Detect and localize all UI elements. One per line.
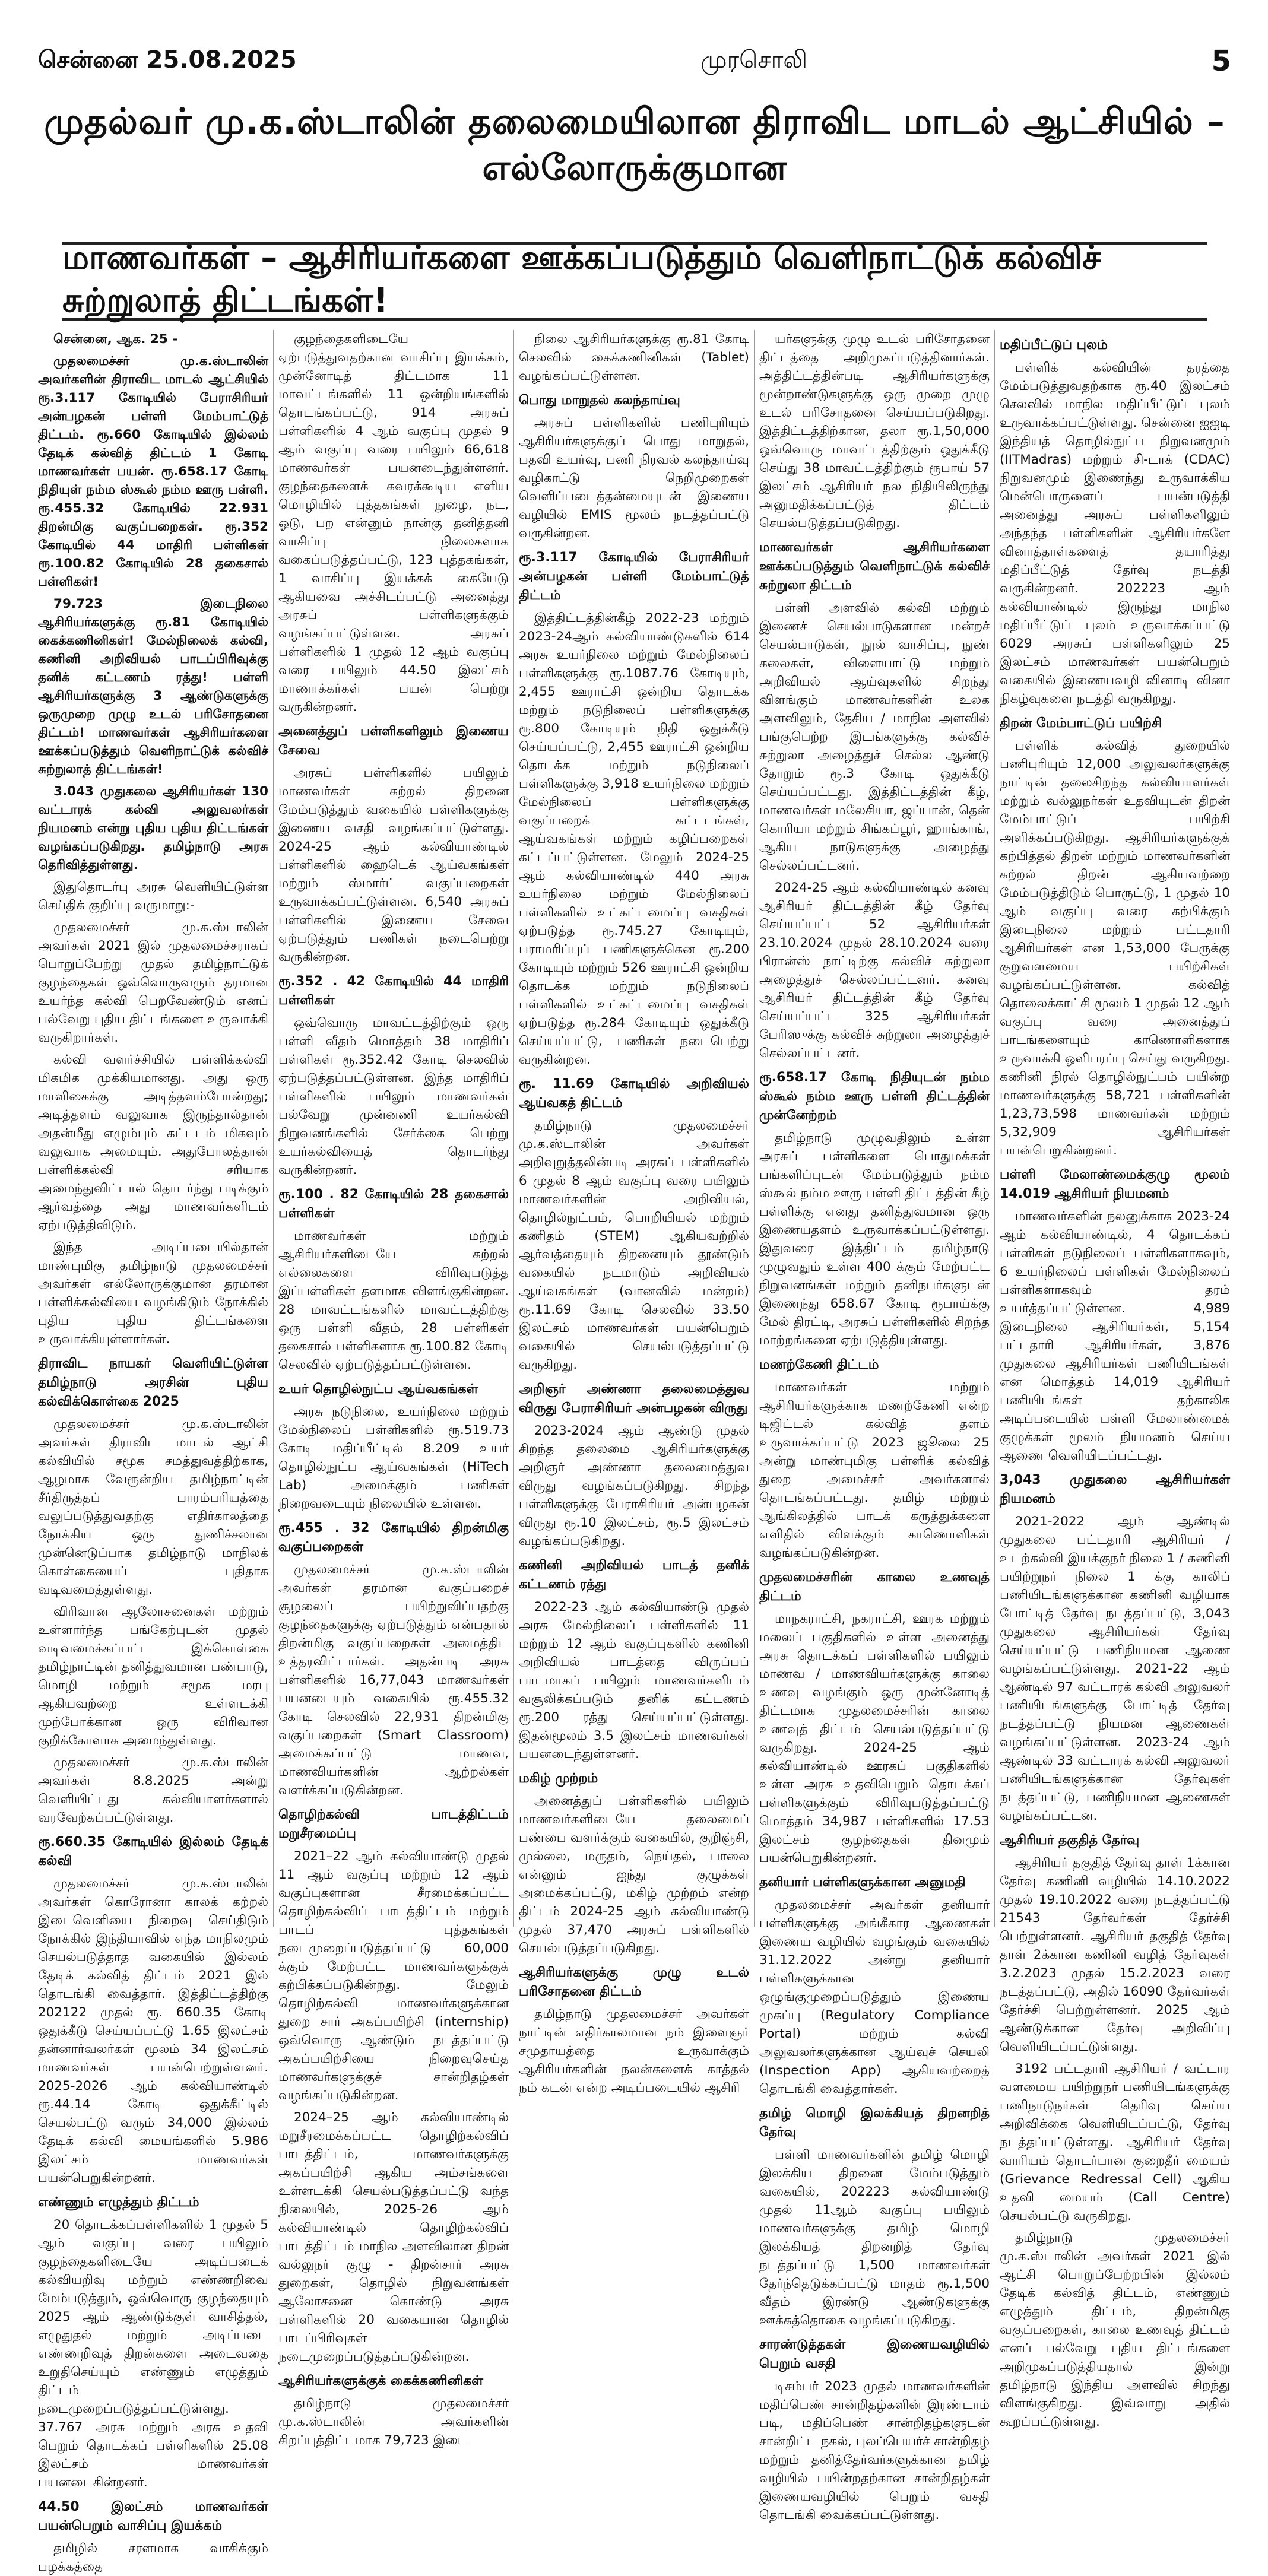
- section-heading: கணினி அறிவியல் பாடத் தனிக் கட்டணம் ரத்து: [519, 1558, 749, 1592]
- article-paragraph: இந்த அடிப்படையில்தான் மாண்புமிகு தமிழ்நாடு முதலமைச்சர் அவர்கள் எல்லோருக்குமான தரமான பள்ளிக்கல்வியை வழங்கிடும் நோக்கில் புதிய புதிய திட்டங்களை உருவாக்கியுள்ளார்கள்.: [38, 1240, 268, 1347]
- section-heading: மதிப்பீட்டுப் புலம்: [1000, 338, 1108, 353]
- section-heading: அறிஞர் அண்ணா தலைமைத்துவ விருது பேராசிரியர் அன்பழகன் விருது: [519, 1382, 749, 1416]
- section-heading: முதலமைச்சரின் காலை உணவுத் திட்டம்: [759, 1570, 990, 1604]
- section-heading: ஆசிரியர்களுக்கு முழு உடல் பரிசோதனை திட்டம்: [519, 1965, 749, 1999]
- article-paragraph: 2023-2024 ஆம் ஆண்டு முதல் சிறந்த தலைமை ஆசிரியர்களுக்கு அறிஞர் அண்ணா தலைமைத்துவ விருது வழங்கப்படுகிறது. சிறந்த பள்ளிகளுக்கு பேராசிரியர் அன்பழகன் விருது ரூ.10 இலட்சம், ரூ.5 இலட்சம் வழங்கப்படுகிறது.: [519, 1423, 749, 1549]
- article-paragraph: மாணவர்களின் நலனுக்காக 2023-24 ஆம் கல்வியாண்டில், 4 தொடக்கப் பள்ளிகள் நடுநிலைப் பள்ளிகளாகவும், 6 உயர்நிலைப் பள்ளிகள் மேல்நிலைப் பள்ளிகளாகவும் தரம் உயர்த்தப்பட்டுள்ளன. 4,989 இடைநிலை ஆசிரியர்கள், 5,154 பட்டதாரி ஆசிரியர்கள், 3,876 முதுகலை ஆசிரியர்கள் பணியிடங்கள் என மொத்தம் 14,019 ஆசிரியர் பணியிடங்கள் தற்காலிக அடிப்படையில் பள்ளி மேலாண்மைக் குழுக்கள் மூலம் நியமனம் செய்ய ஆணை வெளியிடப்பட்டது.: [1000, 1209, 1230, 1463]
- section-heading: ரூ.660.35 கோடியில் இல்லம் தேடிக் கல்வி: [38, 1835, 268, 1868]
- article-paragraph: குழந்தைகளிடையே ஏற்படுத்துவதற்கான வாசிப்பு இயக்கம், முன்னோடித் திட்டமாக 11 மாவட்டங்களில் 11 ஒன்றியங்களில் தொடங்கப்பட்டு, 914 அரசுப் பள்ளிகளில் 4 ஆம் வகுப்பு முதல் 9 ஆம் வகுப்பு வரை பயிலும் 66,618 மாணவர்கள் பயனடைந்துள்ளனர். குழந்தைகளைக் கவரக்கூடிய எளிய மொழியில் புத்தகங்கள் நுழை, நட, ஓடு, பற என்னும் நான்கு தனித்தனி வாசிப்பு நிலைகளாக வகைப்படுத்தப்பட்டு, 123 புத்தகங்கள், 1 வாசிப்பு இயக்கக் கையேடு ஆகியவை அச்சிடப்பட்டு அனைத்து அரசுப் பள்ளிகளுக்கும் வழங்கப்பட்டுள்ளன. அரசுப் பள்ளிகளில் 1 முதல் 12 ஆம் வகுப்பு வரை பயிலும் 44.50 இலட்சம் மாணாக்கர்கள் பயன் பெற்று வருகின்றனர்.: [278, 332, 509, 715]
- section-heading: சாரண்டுத்தகள் இணையவழியில் பெறும் வசதி: [759, 2337, 990, 2371]
- article-paragraph: தமிழ்நாடு முதலமைச்சர் அவர்கள் நாட்டின் எதிர்காலமான நம் இளைஞர் சமுதாயத்தை உருவாக்கும் ஆசிரியர்களின் நலன்களைக் காத்தல் நம் கடன் என்ற அடிப்படையில் ஆசிரி: [519, 2007, 749, 2095]
- article-paragraph: பள்ளி அளவில் கல்வி மற்றும் இணைச் செயல்பாடுகளான மன்றச் செயல்பாடுகள், நூல் வாசிப்பு, நுண் கலைகள், விளையாட்டு மற்றும் அறிவியல் ஆய்வுகளில் சிறந்து விளங்கும் மாணவர்களின் உலக அளவிலும், தேசிய / மாநில அளவில் பங்குபெற்ற இடங்களுக்கு கல்விச் சுற்றுலா அழைத்துச் செல்ல ஆண்டு தோறும் ரூ.3 கோடி ஒதுக்கீடு செய்யப்பட்டது. இத்திட்டத்தின் கீழ், மாணவர்கள் மலேசியா, ஜப்பான், தென் கொரியா மற்றும் சிங்கப்பூர், ஹாங்காங், ஆகிய நாடுகளுக்கு அழைத்து செல்லப்பட்டனர்.: [759, 601, 990, 873]
- section-heading: மணற்கேணி திட்டம்: [759, 1357, 879, 1372]
- article-paragraph: அனைத்துப் பள்ளிகளில் பயிலும் மாணவர்களிடையே தலைமைப் பண்பை வளர்க்கும் வகையில், குறிஞ்சி, முல்லை, மருதம், நெய்தல், பாலை என்னும் ஐந்து குழுக்கள் அமைக்கப்பட்டு, மகிழ் முற்றம் என்ற திட்டம் 2024-25 ஆம் கல்வியாண்டு முதல் 37,470 அரசுப் பள்ளிகளில் செயல்படுத்தப்படுகிறது.: [519, 1794, 749, 1956]
- article-column-2: [278, 330, 509, 2448]
- article-paragraph: 2024-25 ஆம் கல்வியாண்டில் கனவு ஆசிரியர் திட்டத்தின் கீழ் தேர்வு செய்யப்பட்ட 52 ஆசிரியர்கள் 23.10.2024 முதல் 28.10.2024 வரை பிரான்ஸ் நாட்டிற்கு கல்விச் சுற்றுலா அழைத்துச் செல்லப்பட்டனர். கனவு ஆசிரியர் திட்டத்தின் கீழ் தேர்வு செய்யப்பட்ட 325 ஆசிரியர்கள் பேரிஸுக்கு கல்விச் சுற்றுலா அழைத்துச் செல்லப்பட்டனர்.: [759, 880, 990, 1061]
- article-paragraph: தமிழ்நாடு முதலமைச்சர் மு.க.ஸ்டாலின் அவர்களின் சிறப்புத்திட்டமாக 79,723 இடை: [278, 2396, 509, 2448]
- article-paragraph: 20 தொடக்கப்பள்ளிகளில் 1 முதல் 5 ஆம் வகுப்பு வரை பயிலும் குழந்தைகளிடையே அடிப்படைக் கல்வியறிவு மற்றும் எண்ணறிவை மேம்படுத்தும், ஒவ்வொரு குழந்தையும் 2025 ஆம் ஆண்டுக்குள் வாசித்தல், எழுதுதல் மற்றும் அடிப்படை எண்ணறிவுத் திறன்களை அடைவதை உறுதிசெய்யும் எண்ணும் எழுத்தும் திட்டம் நடைமுறைப்படுத்தப்பட்டுள்ளது. 37.767 அரசு மற்றும் அரசு உதவி பெறும் தொடக்கப் பள்ளிகளில் 25.08 இலட்சம் மாணவர்கள் பயனடைகின்றனர்.: [38, 2217, 268, 2490]
- article-column-4: [759, 330, 990, 2523]
- section-heading: ரூ.3.117 கோடியில் பேராசிரியர் அன்பழகன் பள்ளி மேம்பாட்டுத் திட்டம்: [519, 550, 749, 603]
- main-headline: முதல்வர் மு.க.ஸ்டாலின் தலைமையிலான திராவிட மாடல் ஆட்சியில் – எல்லோருக்குமான: [44, 101, 1225, 189]
- section-heading: திறன் மேம்பாட்டுப் பயிற்சி: [1000, 716, 1162, 731]
- section-heading: 3,043 முதுகலை ஆசிரியர்கள் நியமனம்: [1000, 1473, 1230, 1506]
- masthead: [38, 42, 1231, 81]
- article-paragraph: முதலமைச்சர் மு.க.ஸ்டாலின் அவர்கள் கொரோனா காலக் கற்றல் இடைவெளியை நிறைவு செய்திடும் நோக்கில் இந்தியாவில் எந்த மாநிலமும் செயல்படுத்தாத வகையில் இல்லம் தேடிக் கல்வித் திட்டம் 2021 இல் தொடங்கி வைத்தார். இத்திட்டத்திற்கு 202122 முதல் ரூ. 660.35 கோடி ஒதுக்கீடு செய்யப்பட்டு 1.65 இலட்சம் தன்னார்வலர்கள் மூலம் 34 இலட்சம் மாணவர்கள் பயன்பெற்றுள்ளனர். 2025-2026 ஆம் கல்வியாண்டில் ரூ.44.14 கோடி ஒதுக்கீட்டில் செயல்பட்டு வரும் 34,000 இல்லம் தேடிக் கல்வி மையங்களில் 5.986 இலட்சம் மாணவர்கள் பயன்பெறுகின்றனர்.: [38, 1876, 268, 2185]
- article-paragraph: 2021-2022 ஆம் ஆண்டில் முதுகலை பட்டதாரி ஆசிரியர் / உடற்கல்வி இயக்குநர் நிலை 1 / கணினி பயிற்றுநர் நிலை 1 க்கு காலிப் பணியிடங்களுக்கான கணினி வழியாக போட்டித் தேர்வு நடத்தப்பட்டு, 3,043 முதுகலை ஆசிரியர்கள் தேர்வு செய்யப்பட்டு பணிநியமன ஆணை வழங்கப்பட்டுள்ளது. 2021-22 ஆம் ஆண்டில் 97 வட்டாரக் கல்வி அலுவலர் பணியிடங்களுக்கு போட்டித் தேர்வு நடத்தப்பட்டு நியமன ஆணைகள் வழங்கப்பட்டுள்ளன. 2023-24 ஆம் ஆண்டில் 33 வட்டாரக் கல்வி அலுவலர் பணியிடங்களுக்கான தேர்வுகள் நடத்தப்பட்டு, பணிநியமன ஆணைகள் வழங்கப்பட்டன.: [1000, 1514, 1230, 1823]
- section-heading: தொழிற்கல்வி பாடத்திட்டம் மறுசீரமைப்பு: [278, 1807, 509, 1841]
- newspaper-name: முரசொலி: [700, 46, 808, 74]
- section-heading: தனியார் பள்ளிகளுக்கான அனுமதி: [759, 1875, 966, 1890]
- section-heading: ரூ.352 . 42 கோடியில் 44 மாதிரி பள்ளிகள்: [278, 974, 509, 1008]
- article-paragraph: யர்களுக்கு முழு உடல் பரிசோதனை திட்டத்தை அறிமுகப்படுத்தினார்கள். அத்திட்டத்தின்படி ஆசிரியர்களுக்கு மூன்றாண்டுகளுக்கு ஒரு முறை முழு உடல் பரிசோதனை செய்யப்படுகிறது. இத்திட்டத்திற்கான, தலா ரூ.1,50,000 ஒவ்வொரு மாவட்டத்திற்கும் ஒதுக்கீடு செய்து 38 மாவட்டத்திற்கும் ரூபாய் 57 இலட்சம் ஆசிரியர் நல நிதியிலிருந்து அனுமதிக்கப்பட்டுத் திட்டம் செயல்படுத்தப்படுகிறது.: [759, 332, 990, 531]
- article-paragraph: மாநகராட்சி, நகராட்சி, ஊரக மற்றும் மலைப் பகுதிகளில் உள்ள அனைத்து அரசு தொடக்கப் பள்ளிகளில் பயிலும் மாணவ / மாணவியர்களுக்கு காலை உணவு வழங்கும் ஒரு முன்னோடித் திட்டமாக முதலமைச்சரின் காலை உணவுத் திட்டம் செயல்படுத்தப்பட்டு வருகிறது. 2024-25 ஆம் கல்வியாண்டில் ஊரகப் பகுதிகளில் உள்ள அரசு உதவிபெறும் தொடக்கப் பள்ளிகளுக்கும் விரிவுபடுத்தப்பட்டு மொத்தம் 34,987 பள்ளிகளில் 17.53 இலட்சம் குழந்தைகள் தினமும் பயன்பெறுகின்றனர்.: [759, 1611, 990, 1866]
- section-heading: பொது மாறுதல் கலந்தாய்வு: [519, 393, 680, 408]
- section-heading: ரூ.455 . 32 கோடியில் திறன்மிகு வகுப்பறைகள்: [278, 1521, 509, 1555]
- article-paragraph: முதலமைச்சர் மு.க.ஸ்டாலின் அவர்கள் திராவிட மாடல் ஆட்சி கல்வியில் சமூக சமத்துவத்திற்காக, ஆழமாக வேரூன்றிய தமிழ்நாட்டின் சீர்திருத்தப் பாரம்பரியத்தை வலுப்படுத்துவதற்கு எதிர்காலத்தை நோக்கிய ஒரு துணிச்சலான முன்னெடுப்பாக தமிழ்நாடு மாநிலக் கொள்கையைப் புதிதாக வடிவமைத்துள்ளது.: [38, 1417, 268, 1597]
- article-paragraph: ஒவ்வொரு மாவட்டத்திற்கும் ஒரு பள்ளி வீதம் மொத்தம் 38 மாதிரிப் பள்ளிகள் ரூ.352.42 கோடி செலவில் ஏற்படுத்தப்பட்டுள்ளன. இந்த மாதிரிப் பள்ளிகளில் பயிலும் மாணவர்கள் பல்வேறு முன்னணி உயர்கல்வி நிறுவனங்களில் சேர்க்கை பெற்று உயர்கல்வியைத் தொடர்ந்து வருகின்றனர்.: [278, 1016, 509, 1178]
- column-divider: [754, 330, 755, 1927]
- section-heading: பள்ளி மேலாண்மைக்குழு மூலம் 14.019 ஆசிரியர் நியமனம்: [1000, 1168, 1230, 1201]
- article-paragraph: கல்வி வளர்ச்சியில் பள்ளிக்கல்வி மிகமிக முக்கியமானது. அது ஒரு மாளிகைக்கு அடித்தளம்போன்றது; அடித்தளம் வலுவாக இருந்தால்தான் அதன்மீது எழும்பும் கட்டடம் மிகவும் வலுவாக அமையும். அதுபோலத்தான் பள்ளிக்கல்வி சரியாக அமைந்துவிட்டால் தொடர்ந்து படிக்கும் ஆர்வத்தை அது மாணவர்களிடம் ஏற்படுத்திவிடும்.: [38, 1052, 268, 1233]
- article-paragraph: தமிழ்நாடு முதலமைச்சர் மு.க.ஸ்டாலின் அவர்கள் அறிவுறுத்தலின்படி அரசுப் பள்ளிகளில் 6 முதல் 8 ஆம் வகுப்பு வரை பயிலும் மாணவர்களின் அறிவியல், தொழில்நுட்பம், பொறியியல் மற்றும் கணிதம் (STEM) ஆகியவற்றில் ஆர்வத்தையும் திறனையும் தூண்டும் வகையில் நடமாடும் அறிவியல் ஆய்வகங்கள் (வானவில் மன்றம்) ரூ.11.69 கோடி செலவில் 33.50 இலட்சம் மாணவர்கள் பயன்பெறும் வகையில் செயல்படுத்தப்பட்டு வருகிறது.: [519, 1118, 749, 1372]
- section-heading: 44.50 இலட்சம் மாணவர்கள் பயன்பெறும் வாசிப்பு இயக்கம்: [38, 2499, 268, 2533]
- article-paragraph: தமிழ்நாடு முதலமைச்சர் மு.க.ஸ்டாலின் அவர்கள் 2021 இல் ஆட்சி பொறுப்பேற்றபின் இல்லம் தேடிக் கல்வித் திட்டம், எண்ணும் எழுத்தும் திட்டம், திறன்மிகு வகுப்பறைகள், காலை உணவுத் திட்டம் எனப் பல்வேறு புதிய திட்டங்களை அறிமுகப்படுத்தியதால் இன்று தமிழ்நாடு இந்திய அளவில் சிறந்து விளங்குகிறது. இவ்வாறு அதில் கூறப்பட்டுள்ளது.: [1000, 2231, 1230, 2429]
- section-heading: உயர் தொழில்நுட்ப ஆய்வகங்கள்: [278, 1382, 478, 1397]
- article-paragraph: இதுதொடர்பு அரசு வெளியிட்டுள்ள செய்திக் குறிப்பு வருமாறு:-: [38, 880, 268, 913]
- article-paragraph: 2021–22 ஆம் கல்வியாண்டு முதல் 11 ஆம் வகுப்பு மற்றும் 12 ஆம் வகுப்புகளான சீரமைக்கப்பட்ட தொழிற்கல்விப் பாடத்திட்டம் மற்றும் பாடப் புத்தகங்கள் நடைமுறைப்படுத்தப்பட்டு 60,000 க்கும் மேற்பட்ட மாணவர்களுக்குக் கற்பிக்கப்படுகின்றது. மேலும் தொழிற்கல்வி மாணவர்களுக்கான துறை சார் அகப்பயிற்சி (internship) ஒவ்வொரு ஆண்டும் நடத்தப்பட்டு அகப்பயிற்சியை நிறைவுசெய்த மாணவர்களுக்குச் சான்றிதழ்கள் வழங்கப்படுகின்றன.: [278, 1849, 509, 2103]
- article-paragraph: முதலமைச்சர் மு.க.ஸ்டாலின் அவர்கள் 2021 இல் முதலமைச்சராகப் பொறுப்பேற்று முதல் தமிழ்நாட்டுக் குழந்தைகள் ஒவ்வொருவரும் தரமான உயர்ந்த கல்வி பெறவேண்டும் எனப் பல்வேறு புதிய திட்டங்களை உருவாக்கி வருகிறார்கள்.: [38, 920, 268, 1045]
- article-paragraph: முதலமைச்சர் மு.க.ஸ்டாலின் அவர்கள் தரமான வகுப்பறைச் சூழலைப் பயிற்றுவிப்பதற்கு குழந்தைகளுக்கு ஏற்படுத்தும் என்பதால் திறன்மிகு வகுப்பறைகள் அமைத்திட உத்தரவிட்டார்கள். அதன்படி அரசு பள்ளிகளில் 16,77,043 மாணவர்கள் பயனடையும் வகையில் ரூ.455.32 கோடி செலவில் 22,931 திறன்மிகு வகுப்பறைகள் (Smart Classroom) அமைக்கப்பட்டு மாணவ, மாணவியர்களின் ஆற்றல்கள் வளர்க்கப்படுகின்றன.: [278, 1562, 509, 1798]
- article-column-5: [1000, 330, 1230, 2429]
- page-number: 5: [1211, 45, 1231, 78]
- sub-headline: மாணவர்கள் – ஆசிரியர்களை ஊக்கப்படுத்தும் வெளிநாட்டுக் கல்விச் சுற்றுலாத் திட்டங்கள்!: [62, 242, 1207, 321]
- section-heading: ஆசிரியர் தகுதித் தேர்வு: [1000, 1833, 1140, 1848]
- article-paragraph: தமிழில் சரளமாக வாசிக்கும் பழக்கத்தை: [38, 2541, 268, 2574]
- article-paragraph: விரிவான ஆலோசனைகள் மற்றும் உள்ளார்ந்த பங்கேற்புடன் முதல் வடிவமைக்கப்பட்ட இக்கொள்கை தமிழ்நாட்டின் தனித்துவமான பண்பாடு, மொழி மற்றும் சமூக மரபு ஆகியவற்றை உள்ளடக்கி முற்போக்கான ஒரு விரிவான குறிக்கோளாக அமைந்துள்ளது.: [38, 1604, 268, 1748]
- article-paragraph: பள்ளிக் கல்வியின் தரத்தை மேம்படுத்துவதற்காக ரூ.40 இலட்சம் செலவில் மாநில மதிப்பீட்டுப் புலம் உருவாக்கப்பட்டுள்ளது. சென்னை ஐஐடி இந்தியத் தொழில்நுட்ப நிறுவனமும் (IITMadras) மற்றும் சி-டாக் (CDAC) நிறுவனமும் இணைந்து உருவாக்கிய மென்பொருளைப் பயன்படுத்தி அனைத்து அரசுப் பள்ளிகளிலும் அந்தந்த பள்ளிகளின் ஆசிரியர்களே வினாத்தாள்களைத் தயாரித்து மதிப்பீட்டுத் தேர்வு நடத்தி வருகின்றனர். 202223 ஆம் கல்வியாண்டில் இருந்து மாநில மதிப்பீட்டுப் புலம் உருவாக்கப்பட்டு 6029 அரசுப் பள்ளிகளிலும் 25 இலட்சம் மாணவர்கள் பயன்பெறும் வகையில் இணையவழி வினாடி வினா நிகழ்வுகளை நடத்தி வருகிறது.: [1000, 360, 1230, 706]
- article-paragraph: 3.043 முதுகலை ஆசிரியர்கள் 130 வட்டாரக் கல்வி அலுவலர்கள் நியமனம் என்று புதிய புதிய திட்டங்கள் வழங்கப்படுகிறது. தமிழ்நாடு அரசு தெரிவித்துள்ளது.: [38, 784, 268, 873]
- article-paragraph: முதலமைச்சர் அவர்கள் தனியார் பள்ளிகளுக்கு அங்கீகார ஆணைகள் இணைய வழியில் வழங்கும் வகையில் 31.12.2022 அன்று தனியார் பள்ளிகளுக்கான ஒழுங்குமுறைப்படுத்தும் இணைய முகப்பு (Regulatory Compliance Portal) மற்றும் கல்வி அலுவலர்களுக்கான ஆய்வுச் செயலி (Inspection App) ஆகியவற்றைத் தொடங்கி வைத்தார்கள்.: [759, 1898, 990, 2096]
- section-heading: திராவிட நாயகர் வெளியிட்டுள்ள தமிழ்நாடு அரசின் புதிய கல்விக்கொள்கை 2025: [38, 1356, 268, 1409]
- issue-date: சென்னை 25.08.2025: [38, 46, 297, 74]
- section-heading: ரூ.658.17 கோடி நிதியுடன் நம்ம ஸ்கூல் நம்ம ஊரு பள்ளி திட்டத்தின் முன்னேற்றம்: [759, 1070, 990, 1123]
- section-heading: ரூ.100 . 82 கோடியில் 28 தகைசால் பள்ளிகள்: [278, 1187, 509, 1221]
- article-paragraph: இத்திட்டத்தின்கீழ் 2022-23 மற்றும் 2023-24ஆம் கல்வியாண்டுகளில் 614 அரசு உயர்நிலை மற்றும் மேல்நிலைப் பள்ளிகளுக்கு ரூ.1087.76 கோடியும், 2,455 ஊராட்சி ஒன்றிய தொடக்க மற்றும் நடுநிலைப் பள்ளிகளுக்கு ரூ.800 கோடியும் நிதி ஒதுக்கீடு செய்யப்பட்டு, 2,455 ஊராட்சி ஒன்றிய தொடக்க மற்றும் நடுநிலைப் பள்ளிகளுக்கு 3,918 உயர்நிலை மற்றும் மேல்நிலைப் பள்ளிகளுக்கு வகுப்பறைக் கட்டடங்கள், ஆய்வகங்கள் மற்றும் கழிப்பறைகள் கட்டப்பட்டுள்ளன. மேலும் 2024-25 ஆம் கல்வியாண்டில் 440 அரசு உயர்நிலை மற்றும் மேல்நிலைப் பள்ளிகளில் உட்கட்டமைப்பு வசதிகள் ஏற்படுத்த ரூ.745.27 கோடியும், பராமரிப்புப் பணிகளுக்கென ரூ.200 கோடியும் மற்றும் 526 ஊராட்சி ஒன்றிய தொடக்க மற்றும் நடுநிலைப் பள்ளிகளில் உட்கட்டமைப்பு வசதிகள் ஏற்படுத்த ரூ.284 கோடியும் ஒதுக்கீடு செய்யப்பட்டு, பணிகள் நடைபெற்று வருகின்றன.: [519, 611, 749, 1067]
- article-columns: [38, 330, 1231, 2574]
- article-paragraph: அரசு நடுநிலை, உயர்நிலை மற்றும் மேல்நிலைப் பள்ளிகளில் ரூ.519.73 கோடி மதிப்பீட்டில் 8.209 உயர் தொழில்நுட்ப ஆய்வகங்கள் (HiTech Lab) அமைக்கும் பணிகள் நிறைவடையும் நிலையில் உள்ளன.: [278, 1404, 509, 1511]
- section-heading: மாணவர்கள் ஆசிரியர்களை ஊக்கப்படுத்தும் வெளிநாட்டுக் கல்விச் சுற்றுலா திட்டம்: [759, 540, 990, 593]
- article-column-1: [38, 330, 268, 2574]
- column-divider: [994, 330, 995, 1927]
- article-paragraph: தமிழ்நாடு முழுவதிலும் உள்ள அரசுப் பள்ளிகளை பொதுமக்கள் பங்களிப்புடன் மேம்படுத்தும் நம்ம ஸ்கூல் நம்ம ஊரு பள்ளி திட்டத்தின் கீழ் பள்ளிக்கு எனது தனித்துவமான ஒரு இணையதளம் உருவாக்கப்பட்டுள்ளது. இதுவரை இத்திட்டம் தமிழ்நாடு முழுவதும் உள்ள 400 க்கும் மேற்பட்ட நிறுவனங்கள் மற்றும் தனிநபர்களுடன் இணைந்து 658.67 கோடி ரூபாய்க்கு மேல் திரட்டி, அரசுப் பள்ளிகளில் சிறந்த மாற்றங்களை ஏற்படுத்தியுள்ளது.: [759, 1131, 990, 1348]
- article-paragraph: ஆசிரியர் தகுதித் தேர்வு தாள் 1க்கான தேர்வு கணினி வழியில் 14.10.2022 முதல் 19.10.2022 வரை நடத்தப்பட்டு 21543 தேர்வர்கள் தேர்ச்சி பெற்றுள்ளனர். ஆசிரியர் தகுதித் தேர்வு தாள் 2க்கான கணினி வழித் தேர்வுகள் 3.2.2023 முதல் 15.2.2023 வரை நடத்தப்பட்டு, அதில் 16090 தேர்வர்கள் தேர்ச்சி பெற்றுள்ளனர். 2025 ஆம் ஆண்டுக்கான தேர்வு அறிவிப்பு வெளியிடப்பட்டுள்ளது.: [1000, 1855, 1230, 2054]
- article-paragraph: சென்னை, ஆக. 25 -: [53, 332, 178, 347]
- article-paragraph: 2022-23 ஆம் கல்வியாண்டு முதல் அரசு மேல்நிலைப் பள்ளிகளில் 11 மற்றும் 12 ஆம் வகுப்புகளில் கணினி அறிவியல் பாடத்தை விருப்பப் பாடமாகப் பயிலும் மாணவர்களிடம் வசூலிக்கப்படும் தனிக் கட்டணம் ரூ.200 ரத்து செய்யப்பட்டுள்ளது. இதன்மூலம் 3.5 இலட்சம் மாணவர்கள் பயனடைந்துள்ளனர்.: [519, 1600, 749, 1762]
- article-paragraph: 2024–25 ஆம் கல்வியாண்டில் மறுசீரமைக்கப்பட்ட தொழிற்கல்விப் பாடத்திட்டம், மாணவர்களுக்கு அகப்பயிற்சி ஆகிய அம்சங்களை உள்ளடக்கி செயல்படுத்தப்பட்டு வந்த நிலையில், 2025-26 ஆம் கல்வியாண்டில் தொழிற்கல்விப் பாடத்திட்டம் மாநில அளவிலான திறன் வல்லுநர் குழு - திறன்சார் அரசு துறைகள், தொழில் நிறுவனங்கள் ஆலோசனை கொண்டு அரசு பள்ளிகளில் 20 வகையான தொழில் பாடப்பிரிவுகள் நடைமுறைப்படுத்தப்படுகின்றன.: [278, 2110, 509, 2364]
- section-heading: மகிழ் முற்றம்: [519, 1771, 598, 1786]
- article-paragraph: மாணவர்கள் மற்றும் ஆசிரியர்களிடையே கற்றல் எல்லைகளை விரிவுபடுத்த இப்பள்ளிகள் தளமாக விளங்குகின்றன. 28 மாவட்டங்களில் மாவட்டத்திற்கு ஒரு பள்ளி வீதம், 28 பள்ளிகள் தகைசால் பள்ளிகளாக ரூ.100.82 கோடி செலவில் ஏற்படுத்தப்பட்டுள்ளன.: [278, 1229, 509, 1372]
- article-paragraph: டிசம்பர் 2023 முதல் மாணவர்களின் மதிப்பெண் சான்றிதழ்களின் இரண்டாம் படி, மதிப்பெண் சான்றிதழ்களுடன் சான்றிட்ட நகல், புலப்பெயர்ச் சான்றிதழ் மற்றும் தனித்தேர்வர்களுக்கான தமிழ் வழியில் பயின்றதற்கான சான்றிதழ்கள் இணையவழியில் பெறும் வசதி தொடங்கி வைக்கப்பட்டுள்ளது.: [759, 2379, 990, 2523]
- article-paragraph: அரசுப் பள்ளிகளில் பணிபுரியும் ஆசிரியர்களுக்குப் பொது மாறுதல், பதவி உயர்வு, பணி நிரவல் கலந்தாய்வு வழிகாட்டு நெறிமுறைகள் வெளிப்படைத்தன்மையுடன் இணைய வழியில் EMIS மூலம் நடத்தப்பட்டு வருகின்றன.: [519, 415, 749, 541]
- article-paragraph: முதலமைச்சர் மு.க.ஸ்டாலின் அவர்களின் திராவிட மாடல் ஆட்சியில் ரூ.3.117 கோடியில் பேராசிரியர் அன்பழகன் பள்ளி மேம்பாட்டுத் திட்டம். ரூ.660 கோடியில் இல்லம் தேடிக் கல்வித் திட்டம் 1 கோடி மாணவர்கள் பயன். ரூ.658.17 கோடி நிதியுள் நம்ம ஸ்கூல் நம்ம ஊரு பள்ளி. ரூ.455.32 கோடியில் 22.931 திறன்மிகு வகுப்பறைகள். ரூ.352 கோடியில் 44 மாதிரி பள்ளிகள் ரூ.100.82 கோடியில் 28 தகைசால் பள்ளிகள்!: [38, 354, 268, 589]
- section-heading: எண்ணும் எழுத்தும் திட்டம்: [38, 2195, 199, 2210]
- column-divider: [273, 330, 274, 1927]
- article-paragraph: மாணவர்கள் மற்றும் ஆசிரியர்களுக்காக மணற்கேணி என்ற டிஜிட்டல் கல்வித் தளம் உருவாக்கப்பட்டு 2023 ஜூலை 25 அன்று மாண்புமிகு பள்ளிக் கல்வித் துறை அமைச்சர் அவர்களால் தொடங்கப்பட்டது. தமிழ் மற்றும் ஆங்கிலத்தில் பாடக் கருத்துக்களை எளிதில் விளக்கும் காணொளிகள் வழங்கப்படுகின்றன.: [759, 1380, 990, 1560]
- article-column-3: [519, 330, 749, 2095]
- article-paragraph: பள்ளி மாணவர்களின் தமிழ் மொழி இலக்கிய திறனை மேம்படுத்தும் வகையில், 202223 கல்வியாண்டு முதல் 11ஆம் வகுப்பு பயிலும் மாணவர்களுக்கு தமிழ் மொழி இலக்கியத் திறனறித் தேர்வு நடத்தப்பட்டு 1,500 மாணவர்கள் தேர்ந்தெடுக்கப்பட்டு மாதம் ரூ.1,500 வீதம் இரண்டு ஆண்டுகளுக்கு ஊக்கத்தொகை வழங்கப்படுகிறது.: [759, 2147, 990, 2328]
- article-paragraph: முதலமைச்சர் மு.க.ஸ்டாலின் அவர்கள் 8.8.2025 அன்று வெளியிட்டது கல்வியாளர்களால் வரவேற்கப்பட்டுள்ளது.: [38, 1755, 268, 1825]
- article-paragraph: அரசுப் பள்ளிகளில் பயிலும் மாணவர்கள் கற்றல் திறனை மேம்படுத்தும் வகையில் பள்ளிகளுக்கு இணைய வசதி வழங்கப்பட்டுள்ளது. 2024-25 ஆம் கல்வியாண்டில் பள்ளிகளில் ஹைடெக் ஆய்வகங்கள் மற்றும் ஸ்மார்ட் வகுப்பறைகள் உருவாக்கப்பட்டுள்ளன. 6,540 அரசுப் பள்ளிகளில் இணைய சேவை ஏற்படுத்தும் பணிகள் நடைபெற்று வருகின்றன.: [278, 766, 509, 965]
- article-paragraph: 79.723 இடைநிலை ஆசிரியர்களுக்கு ரூ.81 கோடியில் கைக்கணினிகள்! மேல்நிலைக் கல்வி, கணினி அறிவியல் பாடப்பிரிவுக்கு தனிக் கட்டணம் ரத்து! பள்ளி ஆசிரியர்களுக்கு 3 ஆண்டுகளுக்கு ஒருமுறை முழு உடல் பரிசோதனை திட்டம்! மாணவர்கள் ஆசிரியர்களை ஊக்கப்படுத்தும் வெளிநாட்டுக் கல்விச் சுற்றுலாத் திட்டங்கள்!: [38, 597, 268, 777]
- column-divider: [513, 330, 514, 1927]
- section-heading: ஆசிரியர்களுக்குக் கைக்கணினிகள்: [278, 2374, 483, 2388]
- article-paragraph: 3192 பட்டதாரி ஆசிரியர் / வட்டார வளமைய பயிற்றுநர் பணியிடங்களுக்கு பணிநாடுநர்கள் தெரிவு செய்ய அறிவிக்கை வெளியிடப்பட்டு, தேர்வு நடத்தப்பட்டுள்ளது. ஆசிரியர் தேர்வு வாரியம் தொடர்பான குறைதீர் மையம் (Grievance Redressal Cell) ஆகிய உதவி மையம் (Call Centre) செயல்பட்டு வருகிறது.: [1000, 2061, 1230, 2223]
- section-heading: ரூ. 11.69 கோடியில் அறிவியல் ஆய்வகத் திட்டம்: [519, 1077, 749, 1111]
- article-paragraph: பள்ளிக் கல்வித் துறையில் பணிபுரியும் 12,000 அலுவலர்களுக்கு நாட்டின் தலைசிறந்த கல்வியாளர்கள் மற்றும் வல்லுநர்கள் உதவியுடன் திறன் மேம்பாட்டுப் பயிற்சி அளிக்கப்படுகிறது. ஆசிரியர்களுக்குக் கற்பித்தல் திறன் மற்றும் மாணவர்களின் கற்றல் திறன் ஆகியவற்றை மேம்படுத்திடும் பொருட்டு, 1 முதல் 10 ஆம் வகுப்பு வரை கற்பிக்கும் இடைநிலை மற்றும் பட்டதாரி ஆசிரியர்கள் என 1,53,000 பேருக்கு குறுவளமைய பயிற்சிகள் வழங்கப்பட்டுள்ளன. கல்வித் தொலைக்காட்சி மூலம் 1 முதல் 12 ஆம் வகுப்பு வரை அனைத்துப் பாடங்களையும் காணொளிகளாக உருவாக்கி ஒளிபரப்பு செய்து வருகிறது. கணினி நிரல் தொழில்நுட்பம் பயின்ற மாணவர்களுக்கு 58,721 பள்ளிகளின் 1,23,73,598 மாணவர்கள் மற்றும் 5,32,909 ஆசிரியர்கள் பயன்பெறுகின்றனர்.: [1000, 738, 1230, 1158]
- section-heading: அனைத்துப் பள்ளிகளிலும் இணைய சேவை: [278, 724, 509, 758]
- section-heading: தமிழ் மொழி இலக்கியத் திறனறித் தேர்வு: [759, 2106, 990, 2140]
- article-paragraph: நிலை ஆசிரியர்களுக்கு ரூ.81 கோடி செலவில் கைக்கணினிகள் (Tablet) வழங்கப்பட்டுள்ளன.: [519, 332, 749, 383]
